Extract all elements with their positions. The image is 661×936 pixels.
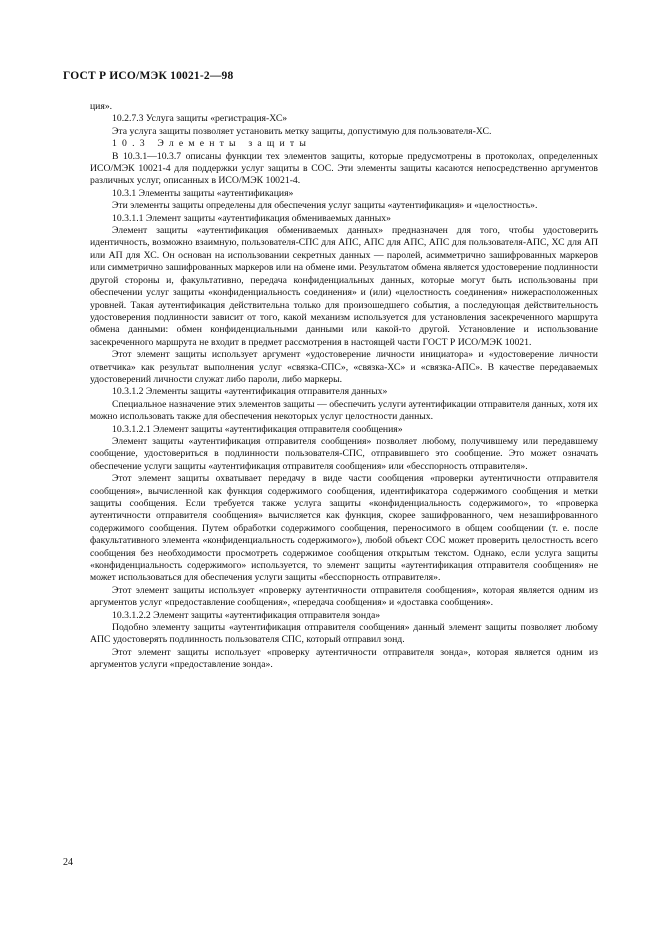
paragraph: Эти элементы защиты определены для обеспечения услуг защиты «аутентификация» и «целостность». bbox=[112, 200, 538, 212]
section-heading: 10.3 Элементы защиты bbox=[112, 138, 312, 150]
section-heading: 10.3.1.2.1 Элемент защиты «аутентификация отправителя сообщения» bbox=[112, 423, 403, 435]
paragraph: Подобно элементу защиты «аутентификация отправителя сообщения» данный элемент защиты позволяет любому АПС удостоверять подлинность пользователя СПС, который отправил зонд. bbox=[90, 622, 598, 646]
document-header: ГОСТ Р ИСО/МЭК 10021-2—98 bbox=[63, 70, 234, 82]
page-number: 24 bbox=[63, 857, 73, 868]
paragraph: Этот элемент защиты охватывает передачу в виде части сообщения «проверки аутентичности отправителя сообщения», вычисленной как функция содержимого сообщения, идентификатора содержимого сообщения и метки защиты сообщения. Если требуется также услуга защиты «конфиденциальность содержимого», то «проверка аутентичности отправителя сообщения» вычисляется как функция, скорее зашифрованного, чем незашифрованного содержимого сообщения. Путем обработки содержимого сообщения, переносимого в общем сообщении (т. е. после факультативного элемента «конфиденциальность содержимого»), любой объект СОС может проверить целостность всего сообщения без необходимости просмотреть содержимое сообщения открытым текстом. Однако, если услуга защиты «конфиденциальность содержимого» используется, то элемент защиты «аутентификация отправителя сообщения» не может использоваться для обеспечения услуги защиты «бесспорность отправителя». bbox=[90, 473, 598, 584]
paragraph: Специальное назначение этих элементов защиты — обеспечить услуги аутентификации отправителя данных, хотя их можно использовать также для обеспечения некоторых услуг целостности данных. bbox=[90, 398, 598, 423]
paragraph: В 10.3.1—10.3.7 описаны функции тех элементов защиты, которые предусмотрены в протоколах, определенных ИСО/МЭК 10021-4 для поддержки услуг защиты в СОС. Эти элементы защиты касаются непосредственно аргументов различных услуг, описанных в ИСО/МЭК 10021-4. bbox=[90, 150, 598, 187]
paragraph: Этот элемент защиты использует аргумент «удостоверение личности инициатора» и «удостоверение личности ответчика» как результат выполнения услуг «связка-СПС», «связка-ХС» и «связка-АПС». В качестве передаваемых удостоверений личности служат либо пароли, либо маркеры. bbox=[90, 349, 598, 385]
section-heading: 10.3.1.1 Элемент защиты «аутентификация обмениваемых данных» bbox=[112, 212, 391, 224]
section-heading: 10.3.1 Элементы защиты «аутентификация» bbox=[112, 187, 294, 199]
paragraph: Эта услуга защиты позволяет установить метку защиты, допустимую для пользователя-ХС. bbox=[112, 125, 492, 137]
paragraph: Элемент защиты «аутентификация отправителя сообщения» позволяет любому, получившему или передавшему сообщение, удостовериться в подлинности пользователя-СПС, отправившего это сообщение. Это может означать обеспечение услуги защиты «аутентификация отправителя сообщения» или «бесспорность отправителя». bbox=[90, 435, 598, 472]
document-body bbox=[90, 101, 598, 672]
paragraph: Этот элемент защиты использует «проверку аутентичности отправителя зонда», которая является одним из аргументов услуги «предоставление зонда». bbox=[90, 646, 598, 671]
section-heading: 10.3.1.2 Элементы защиты «аутентификация отправителя данных» bbox=[112, 386, 388, 398]
paragraph: Элемент защиты «аутентификация обмениваемых данных» предназначен для того, чтобы удостоверить идентичность, возможно взаимную, пользователя-СПС для АПС, АПС для АПС, АПС для пользователя-АПС, ХС для АП или АП для ХС. Он основан на использовании секретных данных — паролей, асимметрично зашифрованных маркеров или симметрично зашифрованных маркеров или на обмене ими. Результатом обмена является удостоверение подлинности другой стороны и, факультативно, передача конфиденциальных данных, которые могут быть использованы при обеспечении услуг защиты «конфиденциальность соединения» и (или) «целостность соединения» нижерасположенных уровней. Такая аутентификация действительна только для произошедшего события, а последующая действительность удостоверения подлинности зависит от того, какой механизм используется для установления засекреченного маршрута обмена данными: обмен конфиденциальными данными или какой-то другой. Установление и использование засекреченного маршрута не входит в предмет рассмотрения в настоящей части ГОСТ Р ИСО/МЭК 10021. bbox=[90, 225, 598, 348]
paragraph: Этот элемент защиты использует «проверку аутентичности отправителя сообщения», которая является одним из аргументов услуг «предоставление сообщения», «передача сообщения» и «доставка сообщения». bbox=[90, 584, 598, 609]
section-heading: 10.3.1.2.2 Элемент защиты «аутентификация отправителя зонда» bbox=[112, 609, 381, 621]
paragraph: ция». bbox=[90, 101, 113, 112]
section-heading: 10.2.7.3 Услуга защиты «регистрация-ХС» bbox=[112, 113, 288, 125]
